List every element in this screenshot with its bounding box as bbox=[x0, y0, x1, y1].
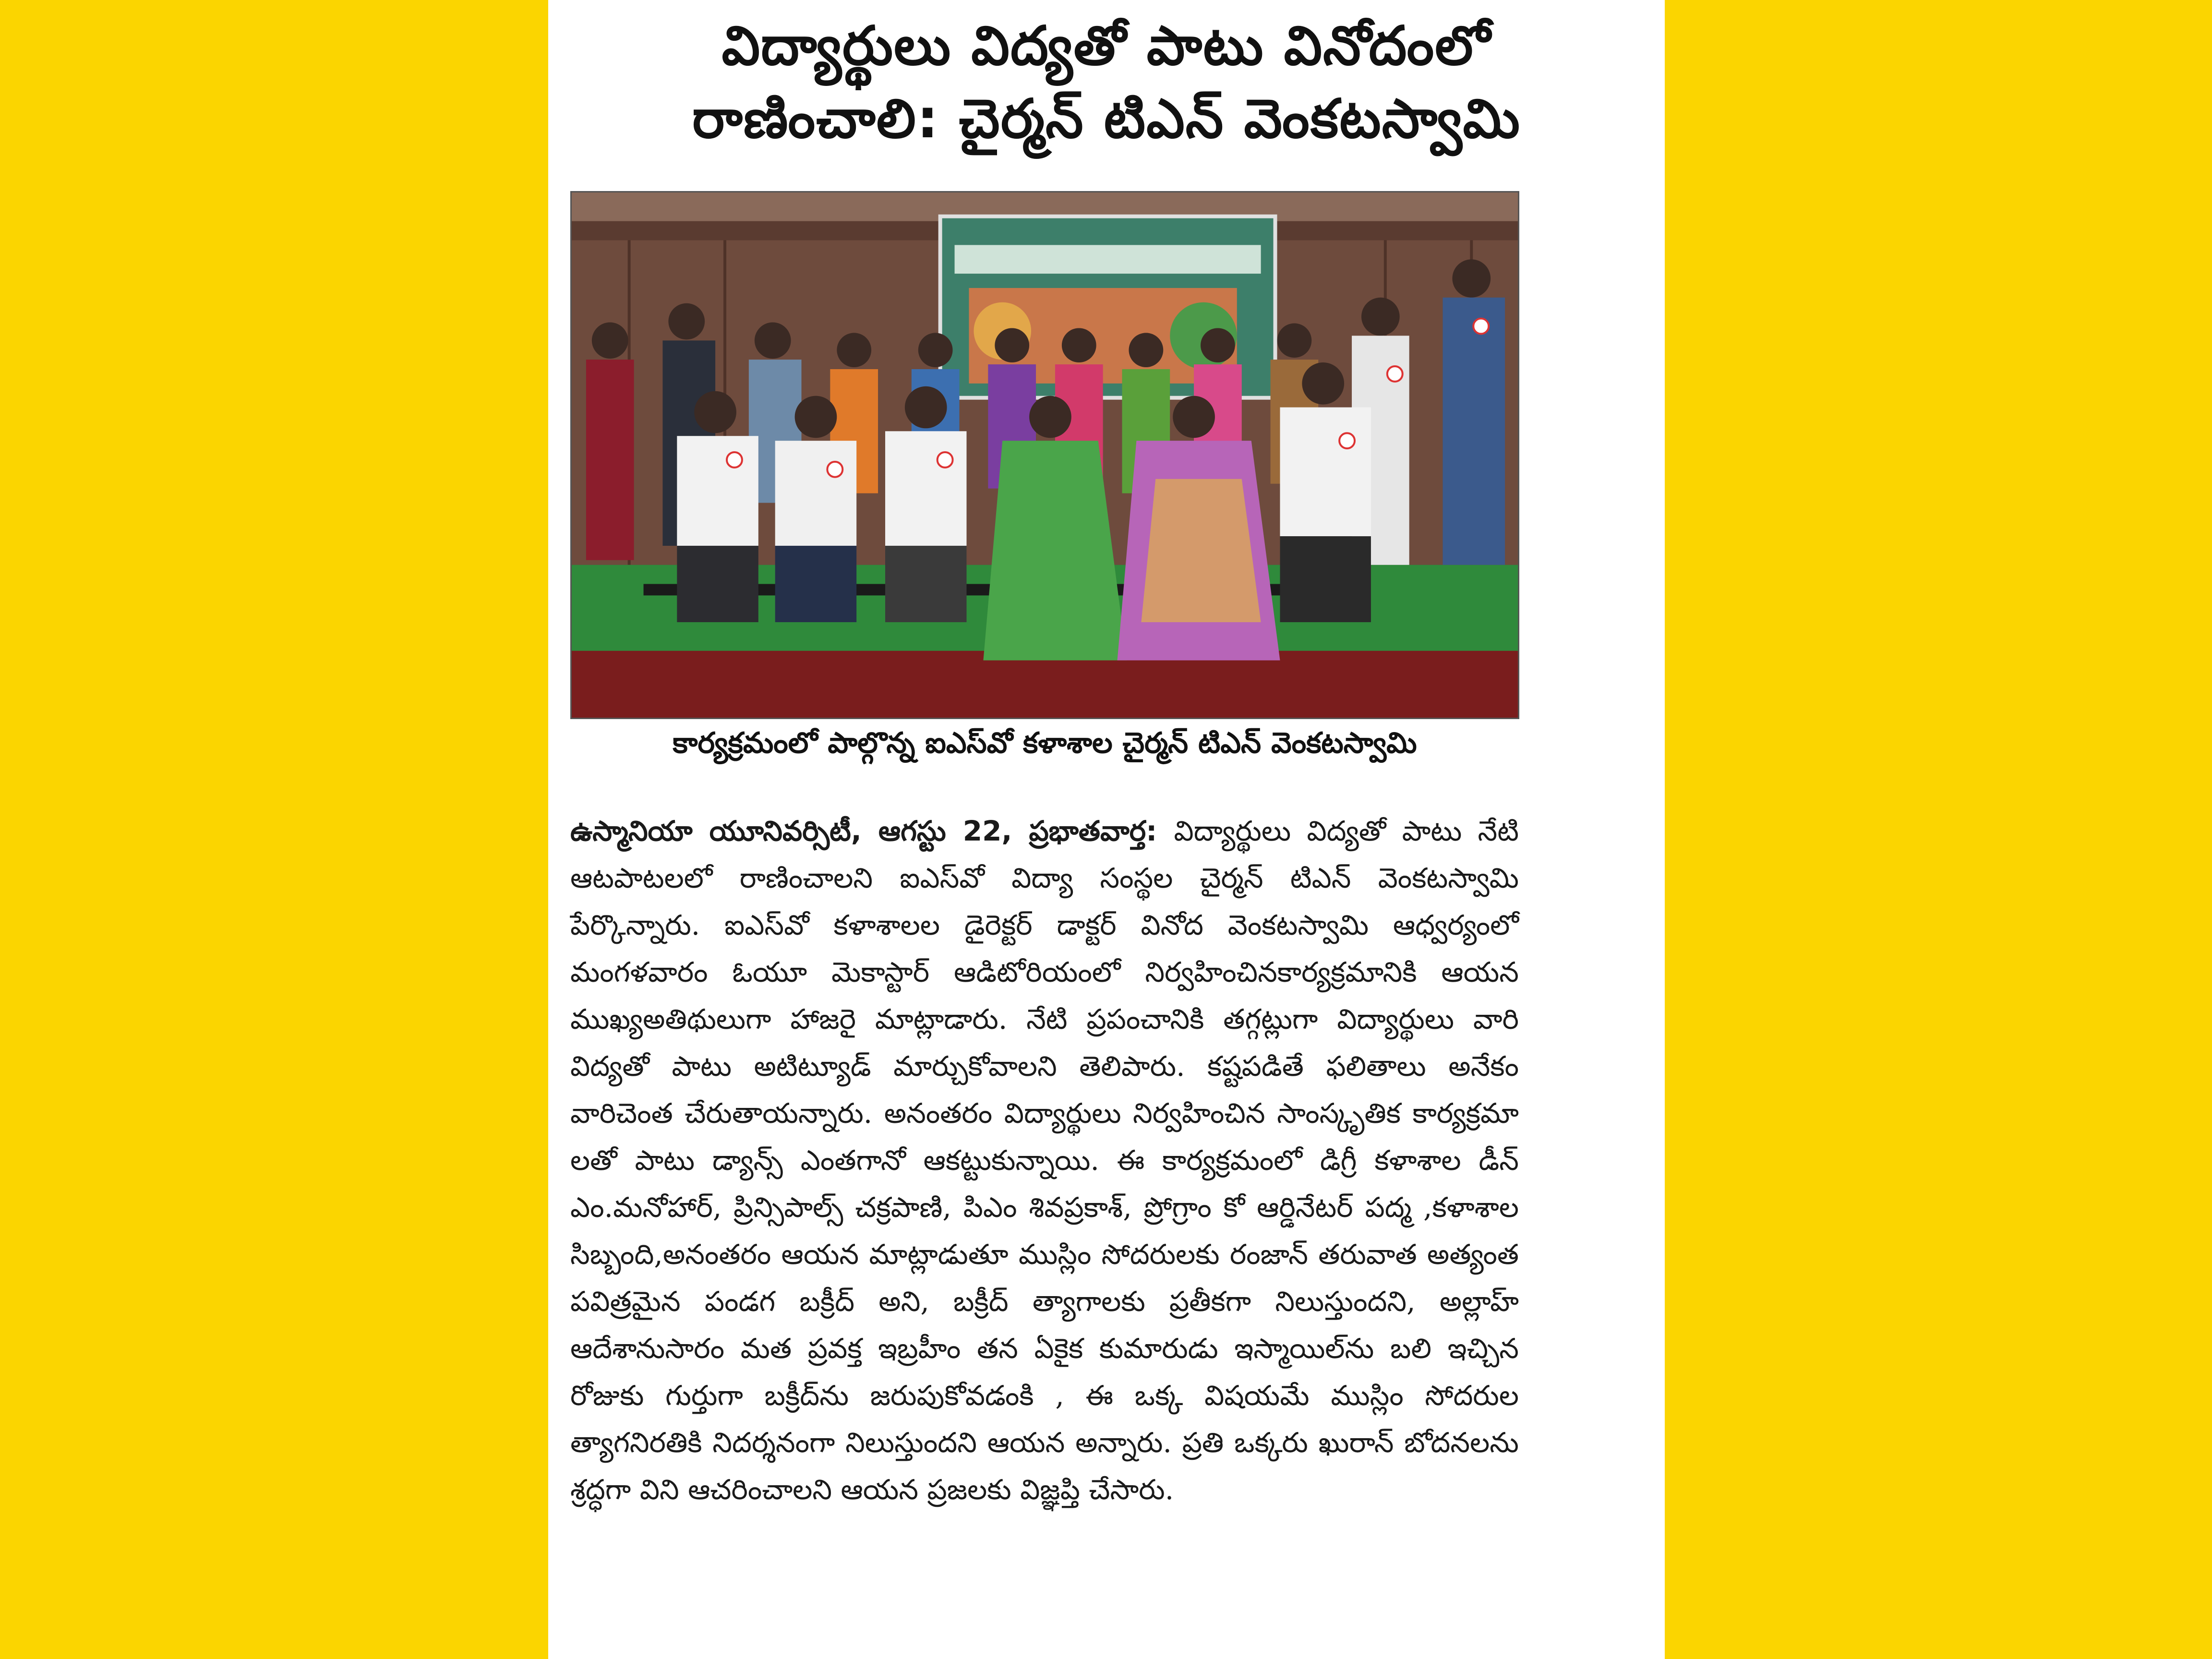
headline bbox=[548, 10, 1665, 156]
article-text: విద్యార్థులు విద్యతో పాటు నేటి ఆటపాటలలో రాణించాలని ఐఎస్‌వో విద్యా సంస్థల చైర్మన్ టిఎన్ వెంకటస్వామి పేర్కొన్నారు. ఐఎస్‌వో కళాశాలల డైరెక్టర్ డాక్టర్ వినోద వెంకటస్వామి ఆధ్వర్యంలో మంగళవారం ఓయూ మెకాస్టార్ ఆడిటోరియంలో నిర్వహించినకార్యక్రమానికి ఆయన ముఖ్యఅతిథులుగా హాజరై మాట్లాడారు. నేటి ప్రపంచానికి తగ్గట్లుగా విద్యార్థులు వారి విద్యతో పాటు అటిట్యూడ్ మార్చుకోవాలని తెలిపారు. కష్టపడితే ఫలితాలు అనేకం వారిచెంత చేరుతాయన్నారు. అనంతరం విద్యార్థులు నిర్వహించిన సాంస్కృతిక కార్యక్రమా లతో పాటు డ్యాన్స్ ఎంతగానో ఆకట్టుకున్నాయి. ఈ కార్యక్రమంలో డిగ్రీ కళాశాల డీన్ ఎం.మనోహార్, ప్రిన్సిపాల్స్ చక్రపాణి, పిఎం శివప్రకాశ్, ప్రోగ్రాం కో ఆర్డినేటర్ పద్మ ,కళాశాల సిబ్బంది,అనంతరం ఆయన మాట్లాడుతూ ముస్లిం సోదరులకు రంజాన్ తరువాత అత్యంత పవిత్రమైన పండగ బక్రీద్ అని, బక్రీద్ త్యాగాలకు ప్రతీకగా నిలుస్తుందని, అల్లాహ్ ఆదేశానుసారం మత ప్రవక్త ఇబ్రహీం తన ఏకైక కుమారుడు ఇస్మాయిల్‌ను బలి ఇచ్చిన రోజుకు గుర్తుగా బక్రీద్‌ను జరుపుకోవడంకి , ఈ ఒక్క విషయమే ముస్లిం సోదరుల త్యాగనిరతికి నిదర్శనంగా నిలుస్తుందని ఆయన అన్నారు. ప్రతి ఒక్కరు ఖురాన్ బోదనలను శ్రద్ధగా విని ఆచరించాలని ఆయన ప్రజలకు విజ్ఞప్తి చేసారు. bbox=[570, 815, 1519, 1506]
photo-caption: కార్యక్రమంలో పాల్గొన్న ఐఎస్‌వో కళాశాల చైర్మన్ టిఎన్ వెంకటస్వామి bbox=[673, 726, 1417, 760]
article-body bbox=[570, 807, 1519, 1513]
headline-line-1: విద్యార్థులు విద్యతో పాటు వినోదంలో bbox=[721, 15, 1491, 77]
newspaper-clipping bbox=[548, 0, 1665, 1659]
group-photo bbox=[570, 191, 1519, 719]
article-dateline: ఉస్మానియా యూనివర్సిటీ, ఆగస్టు 22, ప్రభాతవార్త: bbox=[570, 815, 1174, 847]
headline-line-2: రాణించాలి: చైర్మన్ టిఎన్ వెంకటస్వామి bbox=[692, 88, 1521, 150]
group-photo-illustration bbox=[572, 192, 1518, 718]
